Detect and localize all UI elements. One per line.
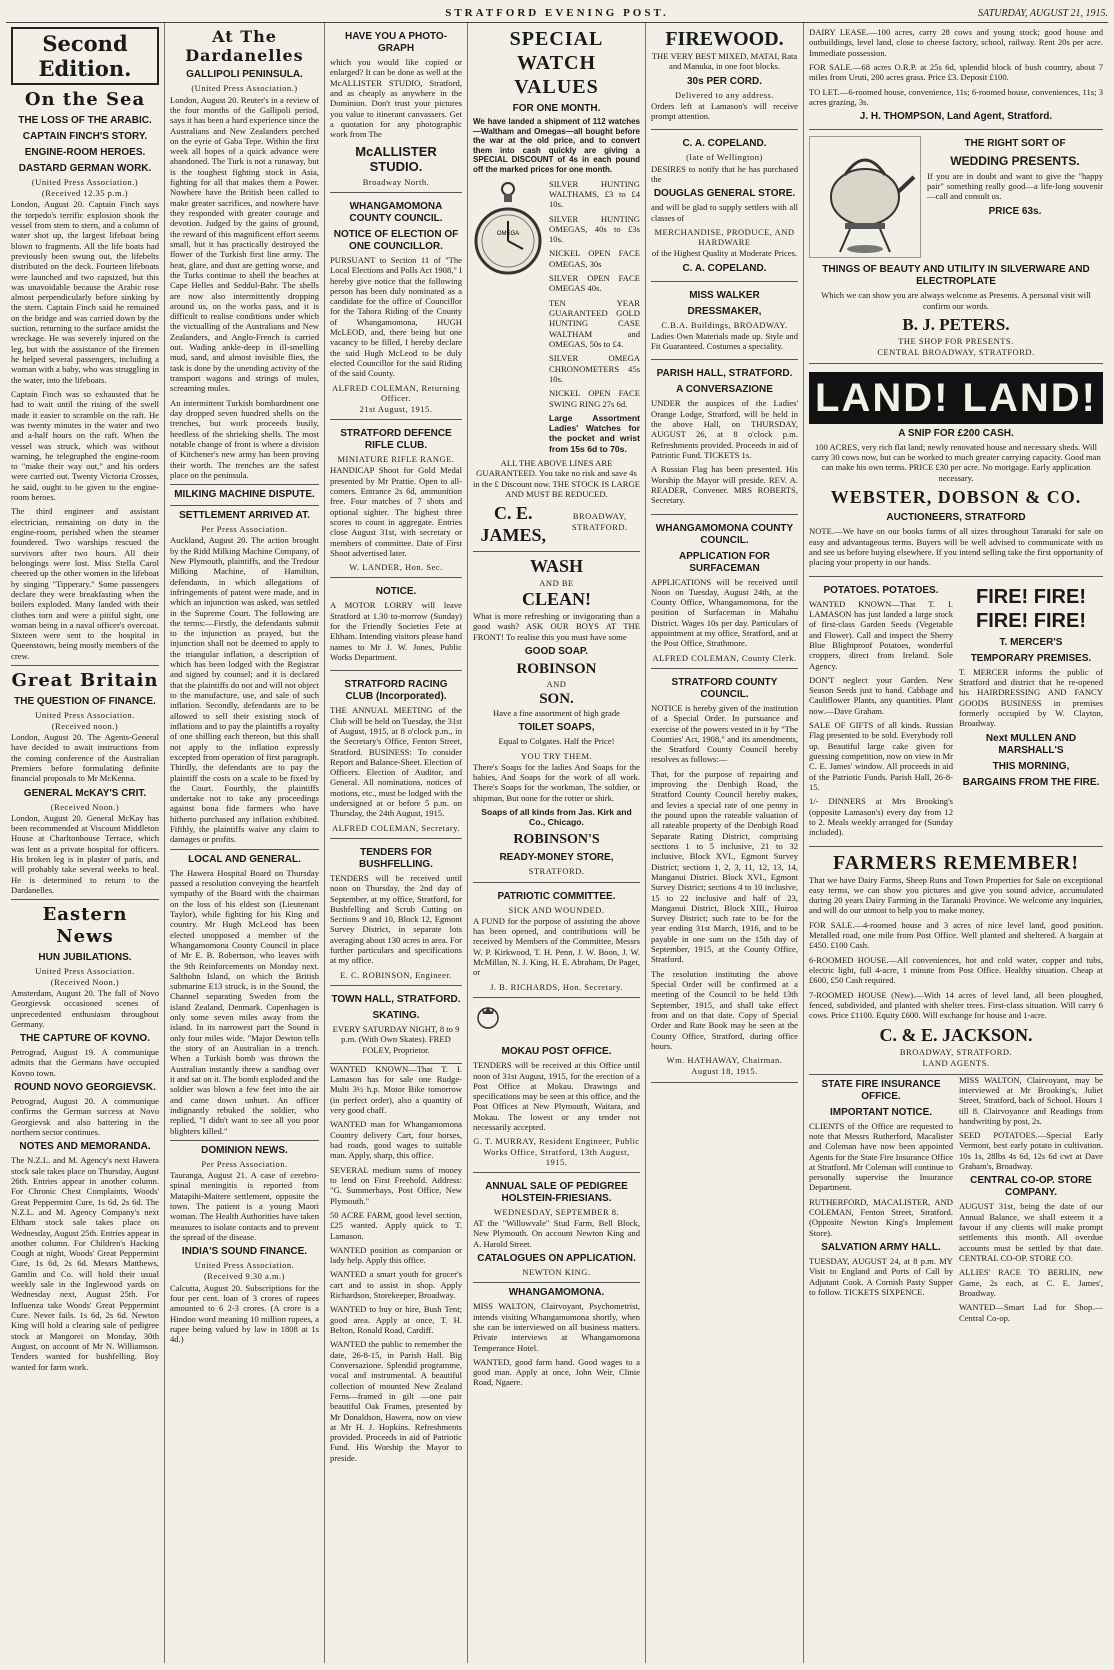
classified-ad: WANTED man for Whangamomona Country delivery Cart, four horses, bad roads, good wages to suitable man. Apply, sharp, this office. bbox=[330, 1119, 462, 1161]
ad-body: NOTE.—We have on our books farms of all sizes throughout Taranaki for sale on easy and advantageous terms. Buyers will be well advised to communicate with us and see us before buying elsewhere. If you intend selling take the first opportunity of placing your property in our hands. bbox=[809, 526, 1103, 568]
headline-gallipoli: GALLIPOLI PENINSULA. bbox=[186, 69, 303, 81]
column-5 bbox=[646, 23, 804, 1663]
ad-title: MISS WALKER bbox=[689, 289, 760, 301]
ad-merchant: C. E. JAMES, bbox=[480, 503, 546, 545]
article-body: Amsterdam, August 20. The fall of Novo Georgievsk occasioned scenes of unprecedented enthusiasm throughout Germany. bbox=[11, 987, 159, 1029]
ad-body: 1/- DINNERS at Mrs Brooking's (opposite Lamason's) every day from 12 to 2. Meals weekly arranged for (Sunday included). bbox=[809, 796, 953, 838]
ad-address: BROADWAY, STRATFORD. bbox=[899, 1047, 1013, 1058]
ad-watches bbox=[473, 23, 640, 552]
classified-ad: WANTED—Smart Lad for Shop.—Central Co-op. bbox=[959, 1302, 1103, 1323]
ad-body: 7-ROOMED HOUSE (New).—With 14 acres of level land, all been ploughed, fenced, subdivided, and planted with shelter trees. First-class situation. Will carry 6 cows. Price £1100. Equity £600. Will exchange for house and 1-acre. bbox=[809, 989, 1103, 1021]
ad-title: TOWN HALL, STRATFORD. bbox=[331, 993, 461, 1005]
notice-signature: NEWTON KING. bbox=[522, 1267, 591, 1278]
watch-brand: OMEGA bbox=[496, 230, 520, 237]
ad-body: What is more refreshing or invigorating than a good wash? ASK OUR BOYS AT THE FRONT! To realise this you must have some bbox=[473, 610, 640, 642]
ad-poem: There's Soaps for the ladies And Soaps for the babies, And Soaps for the work of all work. There's Soaps for the workman, The soldier, or shipman, But none for the rotter or shirk. bbox=[473, 761, 640, 803]
ad-merch: MERCHANDISE, PRODUCE, AND HARDWARE bbox=[654, 226, 795, 248]
headline-whangamomona: WHANGAMOMONA. bbox=[508, 1287, 605, 1299]
ad-row-bottom bbox=[809, 1075, 1103, 1327]
ad-body: Soaps of all kinds from Jas. Kirk and Co., Chicago. bbox=[481, 807, 632, 828]
notice-patriotic bbox=[473, 883, 640, 998]
second-edition-heading: Second Edition. bbox=[11, 27, 159, 85]
ad-body: THE VERY BEST MIXED, MATAI, Rata and Manuka, in one foot blocks. bbox=[651, 51, 798, 72]
classified-ad: WANTED position as companion or lady help. Apply this office. bbox=[330, 1244, 462, 1266]
ad-address: CENTRAL BROADWAY, STRATFORD. bbox=[877, 347, 1035, 358]
article-body: Auckland, August 20. The action brought by the Ridd Milking Machine Company, of New Plymouth, plaintiffs, and the Tredour Milking Machine, of Hamilton, defendants, in which allegations of infringements of patent were made, and in which an injunction was asked, was settled in the Supreme Court. The following are the terms:—Firstly, the defendants submit to the injunction as prayed, but the injunction shall not be deemed to apply to the triangular inflation, a description of which has been lodged with the Registrar and signed by counsel; and it is declared that the plaintiffs do not and will not object to the manufacture, use, and sale of such inflation. Secondly, defendants are to be allowed to sell their existing stock of inflations and to pay the plaintiffs a royalty of one shilling each thereon, but this shall not apply to the inflation expressly excepted from operation of first paragraph. Thirdly, the defendants are to pay the plaintiff the costs on a scale to be fixed by the Court. Fourthly, the plaintiffs undertake not to take any proceedings against bona fide farmers who have hitherto purchased any inflation exhibited. Fifthly, the plaintiffs waive any claim to damages or profits. bbox=[170, 535, 319, 845]
ad-body: TO LET.—6-roomed house, convenience, 11s; 6-roomed house, conveniences, 11s; 3 acres grazing, 3s. bbox=[809, 86, 1103, 107]
ad-skating bbox=[330, 986, 462, 1064]
notice-holstein bbox=[473, 1173, 640, 1283]
ad-son: SON. bbox=[539, 691, 574, 707]
headline-dominion: DOMINION NEWS. bbox=[201, 1144, 288, 1156]
notice-signature: G. T. MURRAY, Resident Engineer, Public Works Office, Stratford, 13th August, 1915. bbox=[473, 1136, 640, 1167]
ad-soap bbox=[473, 552, 640, 883]
notice-title: MOKAU POST OFFICE. bbox=[501, 1046, 612, 1058]
masthead bbox=[6, 4, 1108, 23]
ad-agents: LAND AGENTS. bbox=[922, 1058, 990, 1069]
column-3 bbox=[325, 23, 468, 1663]
ad-body: Have a fine assortment of high grade bbox=[493, 708, 620, 718]
article-body: London, August 20. The Agents-General have decided to await instructions from the coming conference of the Australian Premiers before formulating definite financial proposals to Mr McKenna. bbox=[11, 732, 159, 784]
source-line: (United Press Association.) bbox=[31, 176, 139, 187]
classified-ad: SEED POTATOES.—Special Early Vermont, best early potato in cultivation. 10s 1s, 28lbs 4s 6d, 12s 6d cwt at Dave Graham's, Broadway. bbox=[959, 1130, 1103, 1172]
notice-tenders bbox=[330, 839, 462, 986]
price-line: SILVER HUNTING OMEGAS, 40s to £3s 10s. bbox=[549, 213, 640, 245]
ad-clean: CLEAN! bbox=[521, 589, 591, 610]
ad-land-headline: LAND! LAND! bbox=[809, 372, 1103, 424]
ad-body: If you are in doubt and want to give the "happy pair" something really good—a life-long souvenir—call and consult us. bbox=[927, 170, 1103, 202]
ad-body: That we have Dairy Farms, Sheep Runs and Town Properties for Sale on exceptional easy terms, we can show you pictures and give you sound advice, accumulated during 20 years Dairy Farming in the Taranaki Province. We welcome any inquiries, and will do our utmost to help you to make money. bbox=[809, 874, 1103, 916]
ad-title: THE RIGHT SORT OF bbox=[964, 138, 1066, 150]
notice-signature: Wm. HATHAWAY, Chairman. bbox=[666, 1055, 783, 1066]
headline-finance: THE QUESTION OF FINANCE. bbox=[14, 695, 156, 707]
classified-ad: WANTED KNOWN—That T. I. Lamason has for sale one Rudge-Multi 3½ h.p. Motor Bike tomorrow (in perfect order), also a quantity of very good chaff. bbox=[330, 1063, 462, 1116]
ad-subtitle: TEMPORARY PREMISES. bbox=[970, 652, 1092, 664]
ad-body: DON'T neglect your Garden. New Season Seeds just to hand. Cabbage and Cauliflower Plants, any quantities. Plant now.—Dave Graham. bbox=[809, 674, 953, 716]
ad-fire-headline: FIRE! FIRE! FIRE! FIRE! bbox=[976, 585, 1086, 632]
ad-intro: We have landed a shipment of 112 watches—Waltham and Omegas—all bought before the war at the old price, and to convert them into cash quickly are giving a SPECIAL DISCOUNT of 4s in each pound off the marked prices for one month. bbox=[473, 117, 640, 174]
notice-title: SALVATION ARMY HALL. bbox=[821, 1242, 941, 1254]
headline-kovno: THE CAPTURE OF KOVNO. bbox=[19, 1033, 150, 1045]
notice-body: NOTICE is hereby given of the institution of a Special Order. In pursuance and exercise of the powers vested in it by "The Counties' Act, 1908," and its amendments, the Stratford County Council hereby resolves as follows:— bbox=[651, 702, 798, 765]
price-line: Large Assortment Ladies' Watches for the pocket and wrist from 15s 6d to 70s. bbox=[549, 412, 640, 454]
ad-bargains: BARGAINS FROM THE FIRE. bbox=[962, 776, 1100, 788]
article-body: The N.Z.L. and M. Agency's next Hawera stock sale takes place on Thursday, August 26th. Entries appear in another column. For Chronic Chest Complaints, Woods' Great Peppermint Cure, 1s 6d, 2s 6d. The N.Z.L. and M. Agency Company's next Eltham stock sale takes place on Wednesday, August 25th. Entries appear in another column. For Children's Hacking Cough at night, Woods' Great Peppermint Cure, 1s 6d, 2s 6d. Messrs Matthews, Gamlin and Co. will hold their usual weekly sale in the Inglewood yards on Wednesday next, August 25th. For Influenza take Woods' Great Peppermint Cure. Never fails. 1s 6d, 2s 6d. Newton King will hold a clearing sale of pedigree stock at Mangorei on Monday, 30th August, on account of Mr N. Williamson. Tenders wanted for bushfelling. Boy wanted for farm work. bbox=[11, 1155, 159, 1372]
headline-engine-room: ENGINE-ROOM HEROES. bbox=[24, 146, 146, 158]
ad-body: Which we can show you are always welcome as Presents. A personal visit will confirm our words. bbox=[821, 290, 1091, 311]
notice-title: STRATFORD COUNTY COUNCIL. bbox=[671, 676, 778, 700]
notice-subtitle: A CONVERSAZIONE bbox=[676, 384, 773, 396]
ad-body: FOR SALE.—68 acres O.R.P. at 25s 6d, splendid block of bush country, about 7 miles from Uruti, 200 acres grass. Price £3. Deposit £100. bbox=[809, 61, 1103, 83]
headline-local: LOCAL AND GENERAL. bbox=[188, 853, 301, 865]
classified-ad: WANTED a smart youth for grocer's cart and to assist in shop. Apply Richardson, Storekeeper, Broadway. bbox=[330, 1269, 462, 1301]
ad-subtitle: DRESSMAKER, bbox=[687, 305, 762, 317]
notice-stratford-county bbox=[651, 669, 798, 1083]
classified-ad: SEVERAL medium sums of money to lend on First Freehold. Address: "G. Summerhays, Post Office, New Plymouth." bbox=[330, 1164, 462, 1206]
headline-notes: NOTES AND MEMORANDA. bbox=[19, 1141, 151, 1153]
source-line: United Press Association. bbox=[35, 709, 135, 720]
ad-body: WANTED KNOWN—That T. I. LAMASON has just landed a large stock of first-class Garden Seeds (Vegetable and Flower). Call and inspect the Sherry Blue Blightproof Potatoes, wonderful croppers, direct from Ireland. Sole Agency. bbox=[809, 598, 953, 671]
notice-body: A Russian Flag has been presented. His Worship the Mayor will preside. REV. A. READER, Convener. MRS ROBERTS, Secretary. bbox=[651, 464, 798, 506]
notice-body: TENDERS will be received at this Office until noon of 31st August, 1915, for the erection of a Post Office at Mokau. Drawings and specifications may be seen at this office, and the Post Offices at New Plymouth, Waitara, and Mokau. The lowest or any tender not necessarily accepted. bbox=[473, 1060, 640, 1133]
ad-title: C. A. COPELAND. bbox=[682, 138, 767, 150]
ad-body: DESIRES to notify that he has purchased the bbox=[651, 163, 798, 184]
notice-title: TENDERS FOR BUSHFELLING. bbox=[359, 846, 433, 870]
price-line: NICKEL OPEN FACE SWING RING 27s 6d. bbox=[549, 388, 640, 409]
notice-title: NOTICE. bbox=[375, 586, 417, 598]
ad-farmers bbox=[809, 847, 1103, 1075]
received-line: (Received Noon.) bbox=[50, 801, 120, 812]
ad-body: 6-ROOMED HOUSE.—All conveniences, hot and cold water, copper and tubs, electric light, full 4-acre, 1 minute from Post Office. Healthy situation. Cheap at £600, £50 Cash required. bbox=[809, 954, 1103, 986]
price-line: NICKEL OPEN FACE OMEGAS, 30s bbox=[549, 248, 640, 269]
headline-dastard: DASTARD GERMAN WORK. bbox=[18, 162, 152, 174]
masthead-title: STRATFORD EVENING POST. bbox=[445, 7, 669, 19]
notice-title: STATE FIRE INSURANCE OFFICE. bbox=[821, 1078, 941, 1102]
headline-milking: MILKING MACHINE DISPUTE. bbox=[174, 489, 315, 501]
ad-ready-money: READY-MONEY STORE, bbox=[499, 852, 614, 864]
classified-ad: 50 ACRE FARM, good level section, £25 wanted. Apply quick to T. Lamason. bbox=[330, 1209, 462, 1241]
notice-body: The resolution instituting the above Special Order will be confirmed at a meeting of the Council to be held 13th September, 1915, and shall take effect from and on that date. Copy of Special Order and Rate Book may be seen at the County Office, Stratford, during office hours. bbox=[651, 968, 798, 1051]
ad-body: and will be glad to supply settlers with all classes of bbox=[651, 202, 798, 223]
section-eastern-news: Eastern News bbox=[42, 904, 128, 947]
notice-body: AT the "Willowvale" Stud Farm, Bell Block, New Plymouth. On account Newton King and A. Harold Street. bbox=[473, 1218, 640, 1249]
price-line: SILVER OMEGA CHRONOMETERS 45s 10s. bbox=[549, 353, 640, 384]
ad-address: STRATFORD. bbox=[528, 866, 585, 877]
ad-body: SALE OF GIFTS of all kinds. Russian Flag presented to be sold. Everybody roll up. Beautiful large cake given for guessing competition, now on view in Mr C. E. James' window. All proceeds in aid of the Patriotic Funds. Parish Hall, 26-8-15. bbox=[809, 720, 953, 792]
ad-title: T. MERCER'S bbox=[999, 636, 1063, 648]
ad-row-potatoes-fire bbox=[809, 577, 1103, 847]
ad-thompson bbox=[809, 23, 1103, 130]
ad-title: SPECIAL WATCH VALUES bbox=[509, 28, 604, 98]
ad-footer: ALL THE ABOVE LINES ARE GUARANTEED. You take no risk and save 4s in the £ Discount now. THE STOCK IS LARGE AND MUST BE REDUCED. bbox=[473, 458, 640, 499]
notice-subtitle: MINIATURE RIFLE RANGE. bbox=[337, 454, 455, 465]
headline-settlement: SETTLEMENT ARRIVED AT. bbox=[179, 510, 310, 522]
received-line: (Received Noon.) bbox=[50, 976, 120, 987]
source-line: United Press Association. bbox=[35, 965, 135, 976]
royal-crest-icon bbox=[473, 1002, 503, 1032]
notice-body: UNDER the auspices of the Ladies' Orange Lodge, Stratford, will be held in the above Hall, on THURSDAY, AUGUST 26, at 8 o'clock p.m. Refreshments provided. Proceeds in aid of Patriotic Fund. TICKETS 1s. bbox=[651, 398, 798, 460]
notice-title: PATRIOTIC COMMITTEE. bbox=[497, 890, 616, 902]
headline-mckay: GENERAL McKAY'S CRIT. bbox=[23, 787, 147, 799]
section-great-britain: Great Britain bbox=[11, 670, 159, 692]
ad-merchant: WEBSTER, DOBSON & CO. bbox=[830, 486, 1082, 507]
headline-hun: HUN JUBILATIONS. bbox=[38, 951, 132, 963]
notice-subtitle: SICK AND WOUNDED. bbox=[508, 904, 605, 915]
ad-delivery: Delivered to any address. bbox=[675, 89, 774, 100]
received-line: (Received noon.) bbox=[51, 720, 119, 731]
ad-body: FOR SALE.—4-roomed house and 3 acres of nice level land, good position. Metalled road, one mile from Post Office. Well planted and sheltered. A bargain at £450. £100 Cash. bbox=[809, 919, 1103, 951]
ad-store: DOUGLAS GENERAL STORE. bbox=[653, 188, 796, 200]
masthead-date: SATURDAY, AUGUST 21, 1915. bbox=[977, 7, 1108, 19]
notice-surfaceman bbox=[651, 515, 798, 669]
notice-signature: J. B. RICHARDS, Hon. Secretary. bbox=[490, 981, 623, 992]
ad-photo bbox=[330, 23, 462, 193]
notice-body: TUESDAY, AUGUST 24, at 8 p.m. MY Visit to England and Ports of Call by Adjutant Cook. A Cornish Pasty Supper to follow. TICKETS SIXPENCE. bbox=[809, 1256, 953, 1297]
ad-robinsons: ROBINSON'S bbox=[513, 831, 600, 847]
source-line: United Press Association. bbox=[194, 1260, 295, 1271]
notice-signature: ALFRED COLEMAN, Returning Officer. bbox=[332, 382, 460, 403]
price-line: SILVER OPEN FACE OMEGAS 40s. bbox=[549, 273, 640, 294]
ad-body: which you would like copied or enlarged? It can be done as well at the McALLISTER STUDIO, Stratford, and as cheaply as anywhere in the Dominion. Don't trust your pictures you value to itinerant canvassers. Get a quotation for any photographic work from The bbox=[330, 57, 462, 140]
notice-signature: ALFRED COLEMAN, County Clerk. bbox=[652, 652, 797, 663]
notice-rifle bbox=[330, 420, 462, 578]
columns bbox=[6, 23, 1108, 1663]
ad-subtitle: (late of Wellington) bbox=[686, 152, 763, 163]
ad-subtitle: FOR ONE MONTH. bbox=[512, 103, 601, 114]
column-6 bbox=[804, 23, 1108, 1663]
ad-title: POTATOES. POTATOES. bbox=[823, 584, 939, 596]
column-4 bbox=[468, 23, 646, 1663]
notice-catalogues: CATALOGUES ON APPLICATION. bbox=[477, 1253, 636, 1265]
ad-mullen: Next MULLEN AND MARSHALL'S bbox=[985, 732, 1077, 756]
notice-body: That, for the purpose of repairing and improving the Denbigh Road, the Stratford County Council hereby makes, and levies a special rate of one penny in the pound upon the rateable valuation of all rateable property of the Denbigh Road Separate Rating District, comprising sections 1 to 5 inclusive, 21 to 32 inclusive, Block XVI., Egmont Survey District; sections 1, 2, 3, 11, 12, 13, 14, Manganui District. Block XVI., Egmont Survey District; sections 4 to 10 inclusive, 15 to 22 inclusive and half of 23, Manganui District, Block XIII., Huiroa Survey District; such rate to be for the year ending 31st March, 1916, and to be payable in one sum on the 15th day of September, 1915, at the County Office, Stratford. bbox=[651, 768, 798, 965]
ad-body: Ladies Own Materials made up. Style and Fit Guaranteed. Costumes a speciality. bbox=[651, 330, 798, 352]
ad-price: 30s PER CORD. bbox=[686, 75, 763, 87]
notice-title: STRATFORD DEFENCE RIFLE CLUB. bbox=[340, 428, 452, 452]
notice-title: PARISH HALL, STRATFORD. bbox=[656, 368, 793, 380]
ad-auctioneers: AUCTIONEERS, STRATFORD bbox=[886, 512, 1026, 524]
ad-toilet-soaps: TOILET SOAPS, bbox=[518, 722, 595, 734]
ad-title: FARMERS REMEMBER! bbox=[832, 851, 1080, 874]
classified-ad: MISS WALTON, Clairvoyant, may be interviewed at Mr Brooking's, Juliet Street, Stratford, back of School. Hours 1 till 8. Clairvoyance and Readings from handwriting by post, 2s. bbox=[959, 1074, 1103, 1126]
notice-date: WEDNESDAY, SEPTEMBER 8. bbox=[493, 1206, 620, 1217]
article-body: The third engineer and assistant electrician, remaining on duty in the engine-room, perished when the steamer foundered. Two warships rescued the survivors after two hours. All their belongings were lost. Miss Stella Carol cheered up the other women in the lifeboat by singing "Tipperary." Some passengers declare they were breakfasting when the boilers exploded. Many landed with their clothes torn and were a pitiful sight, one woman being in a naval officer's overcoat. Sixteen were sent to the hospital in Queenstown, being mostly members of the crew. bbox=[11, 506, 159, 661]
ad-signature: C. A. COPELAND. bbox=[682, 262, 767, 274]
notice-title: APPLICATION FOR SURFACEMAN bbox=[679, 550, 770, 574]
classified-ad: ALLIES' RACE TO BERLIN, new Game, 2s each, at C. E. James', Broadway. bbox=[959, 1267, 1103, 1298]
price-line: TEN YEAR GUARANTEED GOLD HUNTING CASE WALTHAM and OMEGAS, 50s to £4. bbox=[549, 297, 640, 349]
notice-date: 21st August, 1915. bbox=[359, 404, 433, 414]
notice-date: August 18, 1915. bbox=[691, 1066, 758, 1077]
classified-ad: MISS WALTON, Clairvoyant, Psychometrist, intends visiting Whangamomona shortly, when she can be interviewed on all business matters. Private interviews at Whangamomona Temperance Hotel. bbox=[473, 1301, 640, 1353]
ad-address: C.B.A. Buildings, BROADWAY. bbox=[661, 319, 788, 330]
article-body: London, August 20. Captain Finch says the torpedo's terrific explosion shook the vessel from stem to stern, and a column of water shot up, the largest lifeboat being blown to fragments. All the life boats had previously been swung out, the lifebelts distributed on the deck. Fourteen lifeboats were launched and two capsized, but this was unavoidable because the Arabic rose almost perpendicularly before sinking by the stern. Captain Finch said he remained on the bridge and was carried down by the suction, returning to the surface amidst the wreckage. He was severely injured on the leg, but with the assistance of the firemen he helped several passengers, including a woman with a baby, who was struggling in the water, into the lifeboats. bbox=[11, 199, 159, 385]
article-body: London, August 20. General McKay has been recommended at Viscount Middleton House at Charltonhouse Terrace, which was lent as a private hospital for officers. His broken leg is in plaster of paris, and will probably take several weeks to heal. He is determined to return to the Dardanelles. bbox=[11, 812, 159, 895]
ad-body: DAIRY LEASE.—100 acres, carry 28 cows and young stock; good house and outbuildings, level land, close to cheese factory, school, railway. Rent 20s per acre. Immediate possession. bbox=[809, 27, 1103, 58]
ad-address: BROADWAY, STRATFORD. bbox=[571, 511, 628, 532]
ad-firewood bbox=[651, 23, 798, 130]
ad-land bbox=[809, 364, 1103, 577]
ad-wedding bbox=[809, 130, 1103, 363]
ad-try: YOU TRY THEM. bbox=[520, 750, 593, 761]
notice-racing bbox=[330, 671, 462, 839]
notice-body: THE ANNUAL MEETING of the Club will be held on Tuesday, the 31st of August, 1915, at 8 o'clock p.m., in the Secretary's Office, Fenton Street, Stratford. BUSINESS: To consider Report and Balance-Sheet. Election of Officers. Election of Auditor, and General. All nominations, notices of motions, etc., must be lodged with the undersigned at or before 5 p.m. on Thursday, the 24th August, 1915. bbox=[330, 705, 462, 819]
received-line: (Received 9.30 a.m.) bbox=[203, 1271, 286, 1282]
classified-ad: WANTED to buy or hire, Bush Tent; good area. Apply at once, T. H. Belton, Ronald Road, Cardiff. bbox=[330, 1304, 462, 1335]
ad-good-soap: GOOD SOAP. bbox=[524, 645, 589, 657]
ad-copeland bbox=[651, 130, 798, 281]
notice-signature: E. C. ROBINSON, Engineer. bbox=[340, 969, 452, 980]
ad-price: PRICE 63s. bbox=[988, 205, 1042, 217]
classified-ad: WANTED, good farm hand. Good wages to a good man. Apply at once, John Weir, Clinie Road, Ngaere. bbox=[473, 1356, 640, 1388]
notice-lorry bbox=[330, 578, 462, 671]
price-line: SILVER HUNTING WALTHAMS, £3 to £4 10s. bbox=[549, 178, 640, 210]
ad-body: T. MERCER informs the public of Stratford and district that he re-opened his HAIRDRESSING AND FANCY GOODS BUSINESS in premises formerly occupied by W. Clayton, Broadway. bbox=[959, 666, 1103, 729]
article-body: Calcutta, August 20. Subscriptions for the four per cent. loan of 3 crores of rupees amounted to 6 2-3 crores. (A crore is a Hindoo word meaning 10 million rupees, a rupee being valued by law in 1808 at 1s 4d.) bbox=[170, 1282, 319, 1345]
notice-election bbox=[330, 193, 462, 420]
article-body: Captain Finch was so exhausted that he had to wait until the rising of the swell made it easier to scramble on the raft. He was twenty minutes in the water and two and a-half hours on the raft. When the vessel was struck, which was without warning, he telegraphed the engine-room to "make their way out," and his orders were carried out. Twenty Victoria Crosses, he said, ought to be given to the engine-room heroes. bbox=[11, 388, 159, 503]
ad-studio: McALLISTER STUDIO. bbox=[355, 143, 437, 175]
source-line: Per Press Association. bbox=[201, 524, 288, 535]
notice-body: HANDICAP Shoot for Gold Medal presented by Mr Prattie. Open to all-comers. Entrance 2s 6d, ammunition free. Four matches of 7 shots and optional sighter. The highest three scores to count in aggregate. Entries close August 31st, with secretary or members of committee. Date of First Shoot advertised later. bbox=[330, 465, 462, 558]
notice-body: A FUND for the purpose of assisting the above has been opened, and contributions will be received by Members of the Committee, Messrs W. P. Kirkwood, T. H. Penn, J. W. Boon, J. W. McMillan, N. J. King, H. E. Abraham, Dr Paget, or bbox=[473, 915, 640, 978]
ad-address: Broadway North. bbox=[362, 176, 430, 187]
ad-body: Equal to Colgates. Half the Price! bbox=[498, 736, 615, 747]
section-on-the-sea: On the Sea bbox=[24, 89, 146, 111]
article-body: Tauranga, August 21. A case of cerebro-spinal meningitis is reported from Matapihi-Maitere settlement, opposite the town. The patient is a young Maori woman. The Health Authorities have taken measures to isolate contacts and to prevent the spread of the disease. bbox=[170, 1170, 319, 1242]
ad-tagline: THE SHOP FOR PRESENTS. bbox=[898, 336, 1014, 347]
received-line: (Received 12.35 p.m.) bbox=[41, 188, 129, 199]
article-body: London, August 20. Reuter's in a review of the four months of the Gallipoli period, says it has been a hard experience since the Australians and New Zealanders perched on the eyrie of Gaba Tepe. Within the first week all hopes of a quick advance were abandoned. The Turk is not a runaway, but is the toughest fighting stock in Asia, fighting for all that makes them a Power. Nowhere have the British been called to make greater sacrifices, and nowhere have they responded with greater courage and devotion. Judged by the gains of ground, the reward of this magnificent effort seems small, but it has practically destroyed the flower of the Turkish first line army. The heat, glare, and dust are getting worse, and the Turks continue to shell the beaches at Cape Helles and Seddul-Bahr. The shells are now also intermittently dropping around us, on the works pass, and it is difficult to realise conditions under which the victualling of the Australians and New Zealanders, and Anglo-French is carried out. Wading ankle-deep in ill-smelling mud, sand, and almost invisible flies, the task is done by the unending activity of the transport wagons and strings of mules, screaming mules. bbox=[170, 94, 319, 394]
column-1 bbox=[6, 23, 165, 1663]
article-body: Petrograd, August 20. A communique confirms the German success at Novo Georgievsk and also battering in the northern sector continues. bbox=[11, 1096, 159, 1137]
classified-ad: WANTED the public to remember the date, 26-8-15, in Parish Hall. Big Conversazione. Splendid programme, vocal and instrumental. A beautiful collection of mounted New Zealand Ferns—framed in gilt —one pair beautiful Oak Frames, presented by Mr Donaldson, Hawera, now on view at Mr H. J. Hopkins. Refreshments provided. Proceeds in aid of Patriotic Fund. His Worship the Mayor to preside. bbox=[330, 1339, 462, 1463]
ad-signature: J. H. THOMPSON, Land Agent, Stratford. bbox=[859, 111, 1053, 123]
notice-body: A MOTOR LORRY will leave Stratford at 1.30 to-morrow (Sunday) for the Friendly Societies Fete at Eltham. Intending visitors please hand names to Mr J. W. Jones, Public Works Department. bbox=[330, 600, 462, 662]
notice-signature: ALFRED COLEMAN, Secretary. bbox=[331, 822, 461, 833]
notice-council: WHANGAMOMONA COUNTY COUNCIL. bbox=[655, 522, 794, 546]
headline-finch: CAPTAIN FINCH'S STORY. bbox=[22, 130, 148, 142]
notice-body: AUGUST 31st, being the date of our Annual Balance, we shall esteem it a favour if any clients will make prompt settlements this month. All overdue accounts must be settled by that date. CENTRAL CO-OP. STORE CO. bbox=[959, 1201, 1103, 1263]
notice-conversazione bbox=[651, 360, 798, 514]
notice-body: CLIENTS of the Office are requested to note that Messrs Rutherford, Macalister and Coleman have now been appointed Agents for the State Fire Insurance Office at Stratford. Mr Coleman will continue to personally supervise the Insurance Department. bbox=[809, 1120, 953, 1193]
ad-dressmaker bbox=[651, 282, 798, 361]
notice-title: STRATFORD RACING CLUB (Incorporated). bbox=[344, 679, 448, 703]
ad-subtitle: WEDDING PRESENTS. bbox=[950, 154, 1080, 169]
article-body: An intermittent Turkish bombardment one day dropped seven hundred shells on the trenches, but work proceeds busily, heedless of the shrieking shells. The most notable change of front is where a division of Kitchener's new army has been proving their worth. The trenches are the safest place on the peninsula. bbox=[170, 397, 319, 480]
notice-body: APPLICATIONS will be received until Noon on Tuesday, August 24th, at the County Office, Whangamomona, for the position of Surfaceman in Mahahu District. Wages 10s per day. Particulars of appointment at my office, Stratford, and at the Post Office, Strathmore. bbox=[651, 576, 798, 649]
silver-kettle-icon bbox=[809, 136, 921, 258]
ad-merchant: B. J. PETERS. bbox=[902, 314, 1010, 334]
article-body: The Hawera Hospital Board on Thursday passed a resolution conveying the heartfelt sympathy of the Board with the chairman on the loss of his eldest son (Lieutenant Taylor), while fighting for his King and country. Mr Hugh McLeod has been elected unopposed a member of the Whangamomona County Council in place of Mr E. B. Robertson, who leaves with the 9th Reinforcements on Monday next. Salthohn Island, on which the British submarine E13 struck, is in the Sound, the Channel separating Sweden from the island Zealand, Denmark. Copenhagen is only some seven miles away from the island. In its narrowest part the Sound is only four miles wide. "Major Dewton tells the story of an Australian in a trench. When a Turkish bomb was thrown the Australian instantly threw a sandbag over it and sat on it. The bomb exploded and the soldier was blown a few feet into the air and came down unhurt. An officer indignantly rebuked the soldier, who replied, "I didn't want to see all you poor blighters killed." bbox=[170, 867, 319, 1136]
ad-things: THINGS OF BEAUTY AND UTILITY IN SILVERWARE AND ELECTROPLATE bbox=[822, 264, 1090, 288]
ad-and: AND bbox=[546, 678, 567, 689]
pocket-watch-icon bbox=[473, 179, 543, 289]
ad-subtitle: SKATING. bbox=[372, 1009, 420, 1021]
article-body: Petrograd, August 19. A communique admits that the Germans have occupied Kovno town. bbox=[11, 1047, 159, 1078]
ad-body: 100 ACRES, very rich flat land; newly renovated house and necessary sheds. Will carry 30 cows now, but can be worked to much greater carrying capacity. Good man can make his own terms. PRICE £30 per acre. No mortgage. Early application necessary. bbox=[811, 441, 1101, 483]
notice-title: CENTRAL CO-OP. STORE COMPANY. bbox=[970, 1175, 1092, 1199]
notice-body: TENDERS will be received until noon on Thursday, the 2nd day of September, at my office, Stratford, for Bushfelling and Scrub Cutting on Sections 9 and 10, Block 12, Egmont Survey District, in separate lots averaging about 130 acres in area. For further particulars and specifications at my office. bbox=[330, 872, 462, 966]
ad-snip: A SNIP FOR £200 CASH. bbox=[898, 427, 1014, 439]
ad-title: FIREWOOD. bbox=[665, 28, 784, 50]
ad-body: EVERY SATURDAY NIGHT, 8 to 9 p.m. (With Own Skates). FRED FOLEY, Proprietor. bbox=[332, 1023, 460, 1055]
ad-body: Orders left at Lamason's will receive prompt attention. bbox=[651, 100, 798, 122]
ad-robinson: ROBINSON bbox=[516, 660, 597, 677]
section-dardanelles: At The Dardanelles bbox=[185, 27, 304, 66]
notice-signature: RUTHERFORD, MACALISTER, AND COLEMAN, Fenton Street, Stratford. (Opposite Newton King's Implement Store). bbox=[809, 1196, 953, 1238]
notice-body: PURSUANT to Section 11 of "The Local Elections and Polls Act 1908," I hereby give notice that the following person has been duly nominated as a candidate for the office of Councillor for the Tahora Riding of the County of Whangamomona, HUGH McLEOD, and, there being but one vacancy to be filled, I hereby declare the said Hugh McLeod to be duly elected Councillor for the said Riding of the said County. bbox=[330, 254, 462, 379]
notice-council: WHANGAMOMONA COUNTY COUNCIL. bbox=[349, 200, 443, 224]
ad-title: WASH bbox=[529, 555, 583, 576]
ad-merchant: C. & E. JACKSON. bbox=[879, 1024, 1033, 1045]
ad-title: HAVE YOU A PHOTO-GRAPH bbox=[344, 31, 448, 54]
source-line: Per Press Association. bbox=[201, 1158, 288, 1169]
column-2 bbox=[165, 23, 325, 1663]
notice-subtitle: IMPORTANT NOTICE. bbox=[829, 1106, 933, 1118]
notice-mokau bbox=[473, 1038, 640, 1173]
ad-and: AND BE bbox=[539, 578, 574, 589]
notice-signature: W. LANDER, Hon. Sec. bbox=[349, 562, 443, 573]
headline-novo: ROUND NOVO GEORGIEVSK. bbox=[14, 1082, 156, 1094]
notice-title: ANNUAL SALE OF PEDIGREE HOLSTEIN-FRIESIANS. bbox=[485, 1180, 628, 1204]
headline-arabic: THE LOSS OF THE ARABIC. bbox=[18, 114, 152, 126]
notice-title: NOTICE OF ELECTION OF ONE COUNCILLOR. bbox=[333, 228, 459, 252]
source-line: (United Press Association.) bbox=[191, 83, 298, 94]
ad-morning: THIS MORNING, bbox=[992, 760, 1070, 772]
ad-body: of the Highest Quality at Moderate Prices. bbox=[651, 248, 798, 259]
headline-india: INDIA'S SOUND FINANCE. bbox=[181, 1246, 308, 1258]
